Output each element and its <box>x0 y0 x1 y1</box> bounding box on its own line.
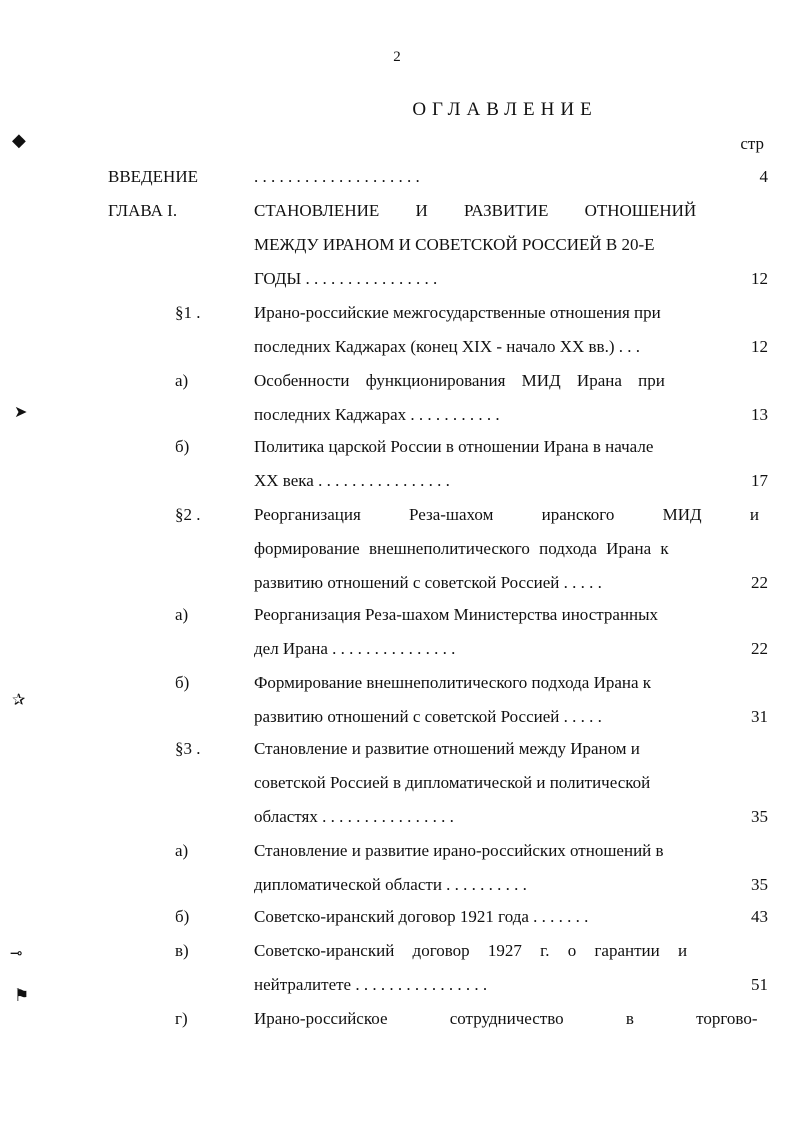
toc-entry-label: г) <box>175 1009 188 1028</box>
toc-entry-line: Советско-иранский договор 1927 г. о гарантии и <box>254 941 688 960</box>
toc-entry-label: а) <box>175 841 189 860</box>
toc-entry-line: Ирано-российские межгосударственные отношения при <box>254 303 661 322</box>
margin-mark-4: ⊸ <box>10 944 23 962</box>
toc-entry-line: областях . . . . . . . . . . . . . . . . <box>254 807 454 826</box>
toc-entry-line: Реорганизация Реза-шахом Министерства иностранных <box>254 605 659 624</box>
toc-entry-line: развитию отношений с советской Россией . . . . . <box>254 707 602 726</box>
toc-entry-line: Становление и развитие ирано-российских отношений в <box>254 841 664 860</box>
margin-mark-2: ➤ <box>14 402 28 421</box>
toc-entry-line: нейтралитете . . . . . . . . . . . . . . . . <box>254 975 488 994</box>
toc-entry-page: 12 <box>751 337 768 356</box>
toc-entry-label: в) <box>175 941 189 960</box>
toc-entry-label: б) <box>175 907 190 926</box>
toc-title: ОГЛАВЛЕНИЕ <box>412 99 598 120</box>
toc-entry-line: формирование внешнеполитического подхода Ирана к <box>254 539 669 558</box>
toc-entry-label: а) <box>175 605 189 624</box>
toc-entry-page: 51 <box>751 975 768 994</box>
page-number: 2 <box>393 49 401 65</box>
toc-entry-label: а) <box>175 371 189 390</box>
toc-entry-page: 43 <box>751 907 768 926</box>
toc-entry-line: Политика царской России в отношении Ирана в начале <box>254 437 654 456</box>
toc-entry-page: 35 <box>751 807 768 826</box>
toc-entry-label: ГЛАВА I. <box>108 201 178 220</box>
toc-entry-line: Особенности функционирования МИД Ирана при <box>254 371 665 390</box>
toc-entry-line: советской Россией в дипломатической и политической <box>254 773 651 792</box>
toc-entry-page: 31 <box>751 707 768 726</box>
toc-entry-page: 22 <box>751 639 768 658</box>
toc-entry-line: МЕЖДУ ИРАНОМ И СОВЕТСКОЙ РОССИЕЙ В 20-Е <box>254 235 655 254</box>
toc-entry-line: СТАНОВЛЕНИЕ И РАЗВИТИЕ ОТНОШЕНИЙ <box>254 201 697 220</box>
toc-entry-page: 17 <box>751 471 768 490</box>
toc-entry-line: последних Каджарах . . . . . . . . . . . <box>254 405 500 424</box>
margin-mark-1: ◆ <box>12 130 26 151</box>
toc-entry-line: развитию отношений с советской Россией . . . . . <box>254 573 602 592</box>
toc-entry-page: 13 <box>751 405 768 424</box>
toc-entry-label: б) <box>175 673 190 692</box>
toc-entry-page: 22 <box>751 573 768 592</box>
toc-entry-line: дипломатической области . . . . . . . . . . <box>254 875 527 894</box>
toc-entry-label: §1 . <box>175 303 201 322</box>
toc-entry-line: Формирование внешнеполитического подхода Ирана к <box>254 673 652 692</box>
toc-entry-line: Советско-иранский договор 1921 года . . . . . . . <box>254 907 589 926</box>
toc-entry-line: Становление и развитие отношений между Ираном и <box>254 739 640 758</box>
margin-mark-3: ✰ <box>12 690 26 709</box>
toc-entry-page: 4 <box>759 167 768 186</box>
toc-entry-line: Ирано-российское сотрудничество в торгово- <box>254 1009 758 1028</box>
toc-entry-label: §2 . <box>175 505 201 524</box>
page-column-header: стр <box>740 134 764 153</box>
toc-entry-line: ГОДЫ . . . . . . . . . . . . . . . . <box>254 269 438 288</box>
toc-entry-label: ВВЕДЕНИЕ <box>108 167 198 186</box>
toc-entry-page: 12 <box>751 269 768 288</box>
toc-entry-line: XX века . . . . . . . . . . . . . . . . <box>254 471 450 490</box>
toc-entry-label: §3 . <box>175 739 201 758</box>
toc-entry-line: последних Каджарах (конец XIX - начало XX вв.) . . . <box>254 337 640 356</box>
toc-entry-line: . . . . . . . . . . . . . . . . . . . . <box>254 167 420 186</box>
margin-mark-5: ⚑ <box>14 986 30 1006</box>
toc-entry-line: дел Ирана . . . . . . . . . . . . . . . <box>254 639 456 658</box>
toc-entry-label: б) <box>175 437 190 456</box>
toc-entry-line: Реорганизация Реза-шахом иранского МИД и <box>254 505 759 524</box>
toc-entry-page: 35 <box>751 875 768 894</box>
